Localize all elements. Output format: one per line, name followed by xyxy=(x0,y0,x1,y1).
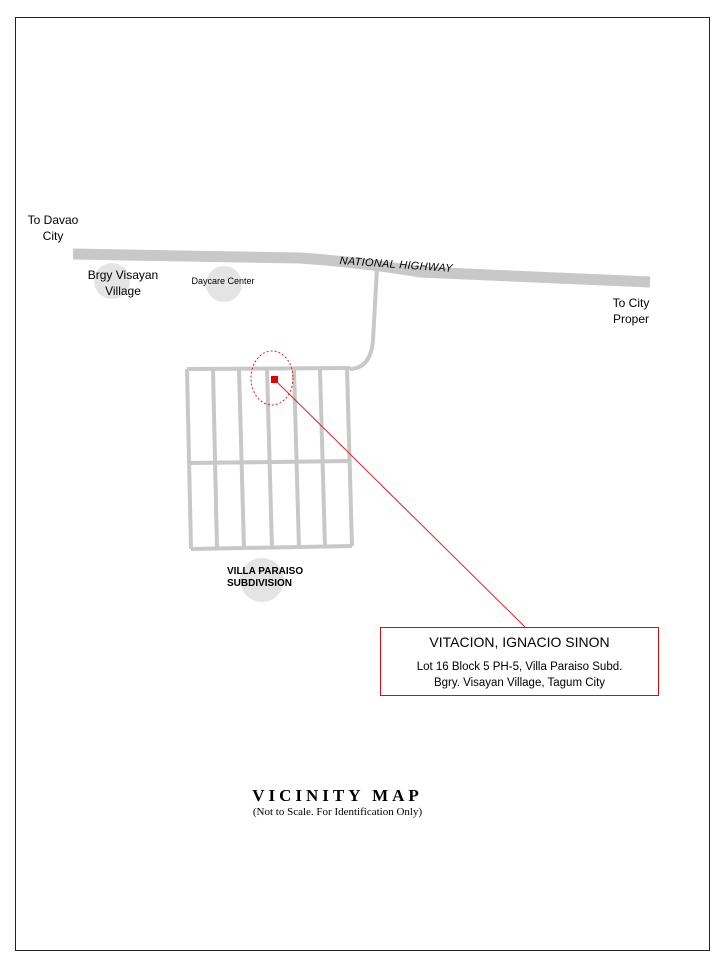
daycare-label: Daycare Center xyxy=(191,276,255,286)
property-marker xyxy=(271,376,278,383)
map-title: VICINITY MAP xyxy=(252,786,423,805)
owner-address-line2: Bgry. Visayan Village, Tagum City xyxy=(433,677,606,689)
owner-address xyxy=(381,659,658,691)
access-road xyxy=(350,268,377,369)
subdivision-street xyxy=(187,368,350,369)
owner-name: VITACION, IGNACIO SINON xyxy=(429,634,610,650)
subdivision-label-line1: VILLA PARAISO xyxy=(227,566,304,577)
subdivision-street xyxy=(267,369,272,549)
leader-line xyxy=(276,381,525,627)
highway-label: NATIONAL HIGHWAY xyxy=(339,255,454,275)
subdivision-street xyxy=(187,369,191,549)
subdivision-street xyxy=(239,369,244,549)
owner-address-line1: Lot 16 Block 5 PH-5, Villa Paraiso Subd. xyxy=(416,661,623,673)
west-destination-label: To Davao City xyxy=(27,213,79,243)
barangay-label: Brgy Visayan Village xyxy=(87,268,159,298)
subdivision-street xyxy=(213,369,217,549)
subdivision-street xyxy=(347,369,352,546)
subdivision-street xyxy=(320,369,325,548)
east-destination-label: To City Proper xyxy=(612,296,650,326)
subdivision-street-grid xyxy=(187,368,352,549)
map-subtitle: (Not to Scale. For Identification Only) xyxy=(252,806,423,818)
subdivision-label-line2: SUBDIVISION xyxy=(227,578,293,589)
subdivision-street xyxy=(294,369,299,549)
subdivision-label xyxy=(227,566,303,590)
owner-info-box xyxy=(380,627,659,696)
